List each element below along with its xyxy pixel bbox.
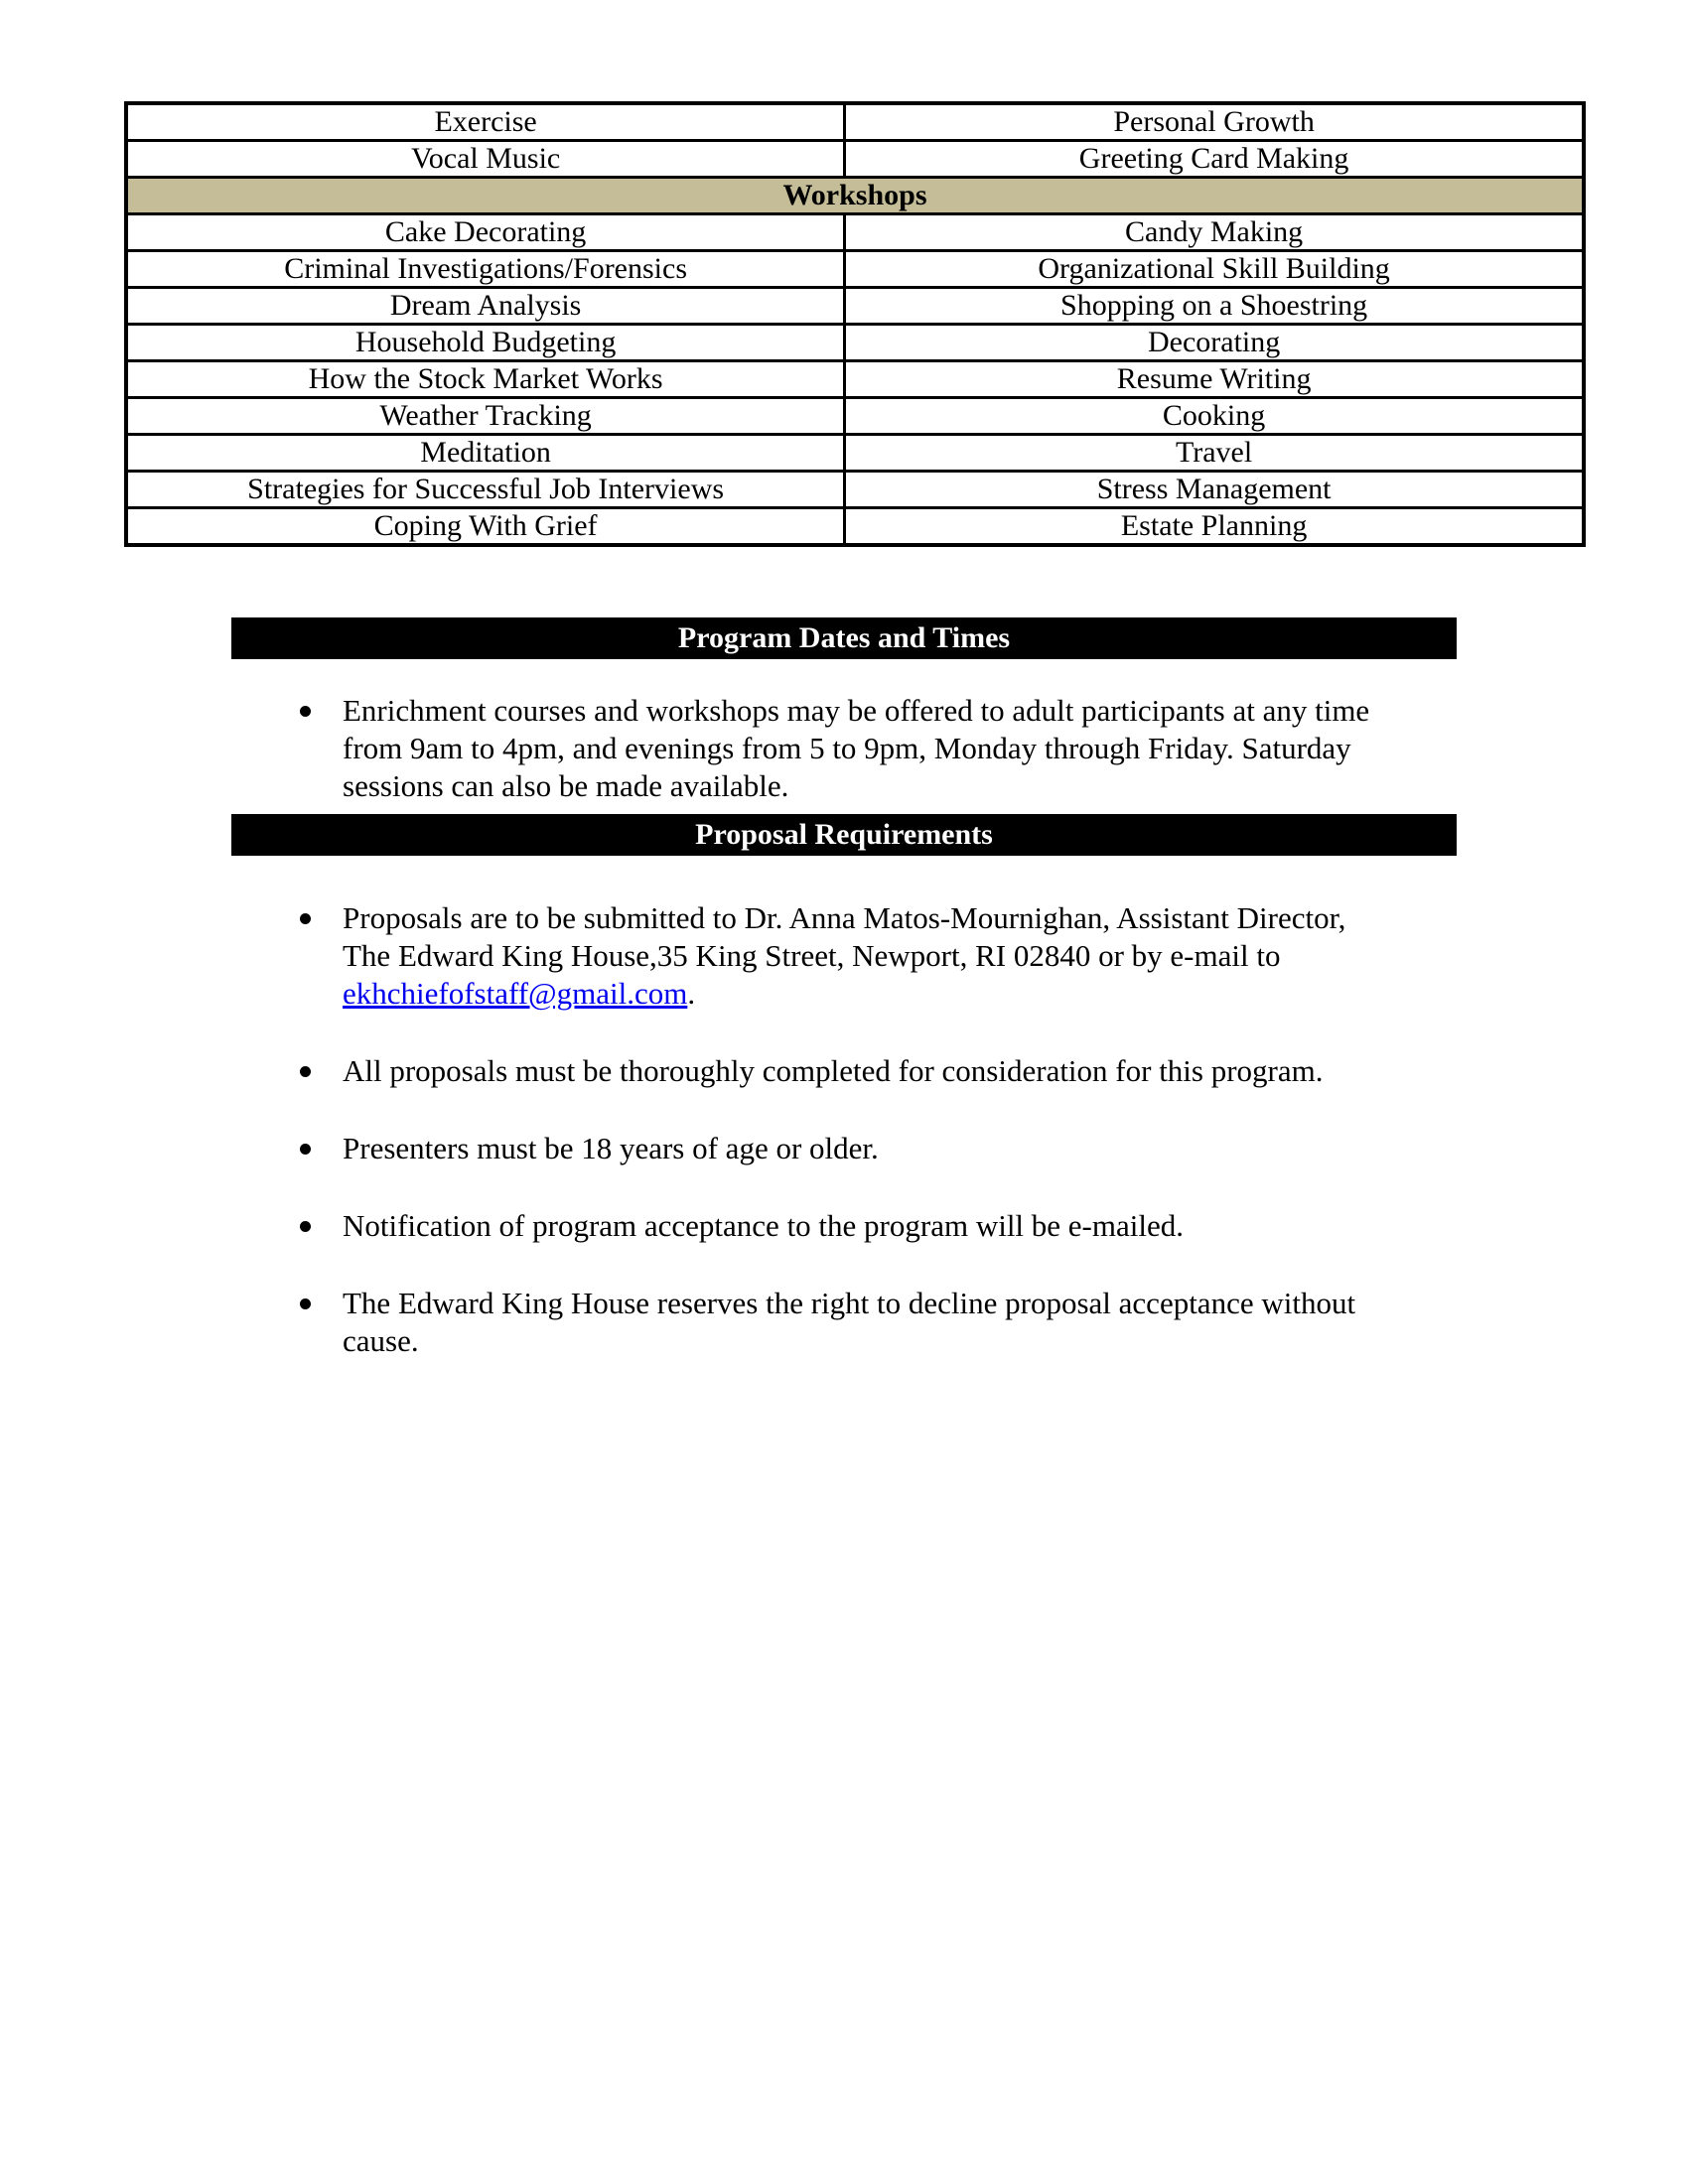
bullet-icon (300, 1144, 311, 1155)
table-cell: Travel (845, 435, 1584, 472)
list-item (343, 1052, 1397, 1090)
table-row (126, 288, 1584, 325)
table-cell: Personal Growth (845, 103, 1584, 141)
table-cell: Greeting Card Making (845, 141, 1584, 178)
section-title: Proposal Requirements (695, 818, 993, 851)
bullet-text: Enrichment courses and workshops may be offered to adult participants at any time from 9am to 4pm, and evenings from 5 to 9pm, Monday through Friday. Saturday sessions can also be made available. (343, 693, 1370, 803)
table-cell: Meditation (126, 435, 845, 472)
list-item (343, 1130, 1397, 1167)
table-cell: Criminal Investigations/Forensics (126, 251, 845, 288)
table-row (126, 214, 1584, 251)
table-row (126, 435, 1584, 472)
bullet-text: Presenters must be 18 years of age or older. (343, 1131, 879, 1165)
courses-workshops-table (124, 101, 1586, 547)
bullet-icon (300, 1221, 311, 1232)
table-row (126, 251, 1584, 288)
bullet-text: Notification of program acceptance to the program will be e-mailed. (343, 1208, 1184, 1243)
table-cell: Candy Making (845, 214, 1584, 251)
bullet-icon (300, 706, 311, 717)
section-title: Program Dates and Times (677, 621, 1011, 654)
table-cell: Coping With Grief (126, 508, 845, 546)
table-cell: Resume Writing (845, 361, 1584, 398)
table-cell: Stress Management (845, 472, 1584, 508)
workshops-header-row (126, 178, 1584, 214)
table-cell: Weather Tracking (126, 398, 845, 435)
table-cell: How the Stock Market Works (126, 361, 845, 398)
table-cell: Organizational Skill Building (845, 251, 1584, 288)
table-cell: Vocal Music (126, 141, 845, 178)
table-row (126, 103, 1584, 141)
bullet-icon (300, 913, 311, 924)
list-item (343, 1285, 1397, 1360)
table-row (126, 472, 1584, 508)
table-row (126, 141, 1584, 178)
bullet-text: Proposals are to be submitted to Dr. Anna Matos-Mournighan, Assistant Director, The Edward King House,35 King Street, Newport, RI 02840 or by e-mail to (343, 900, 1346, 973)
bullet-text: All proposals must be thoroughly completed for consideration for this program. (343, 1053, 1324, 1088)
table-row (126, 325, 1584, 361)
table-cell: Household Budgeting (126, 325, 845, 361)
table-cell: Cake Decorating (126, 214, 845, 251)
table-cell: Estate Planning (845, 508, 1584, 546)
list-item (343, 692, 1397, 805)
bullet-icon (300, 1298, 311, 1309)
list-item (343, 899, 1397, 1013)
table-cell: Dream Analysis (126, 288, 845, 325)
list-item (343, 1207, 1397, 1245)
table-cell: Cooking (845, 398, 1584, 435)
program-dates-banner (231, 617, 1457, 659)
table-row (126, 508, 1584, 546)
proposal-requirements-bullets (343, 899, 1397, 1360)
bullet-text: The Edward King House reserves the right to decline proposal acceptance without cause. (343, 1286, 1356, 1358)
program-dates-bullets (343, 692, 1397, 805)
table-cell: Strategies for Successful Job Interviews (126, 472, 845, 508)
table-row (126, 398, 1584, 435)
bullet-icon (300, 1066, 311, 1077)
table-cell: Shopping on a Shoestring (845, 288, 1584, 325)
email-link[interactable]: ekhchiefofstaff@gmail.com (343, 976, 688, 1011)
workshops-header-cell: Workshops (126, 178, 1584, 214)
proposal-requirements-banner (231, 814, 1457, 856)
bullet-text: . (687, 976, 696, 1011)
table-cell: Exercise (126, 103, 845, 141)
table-cell: Decorating (845, 325, 1584, 361)
table-row (126, 361, 1584, 398)
